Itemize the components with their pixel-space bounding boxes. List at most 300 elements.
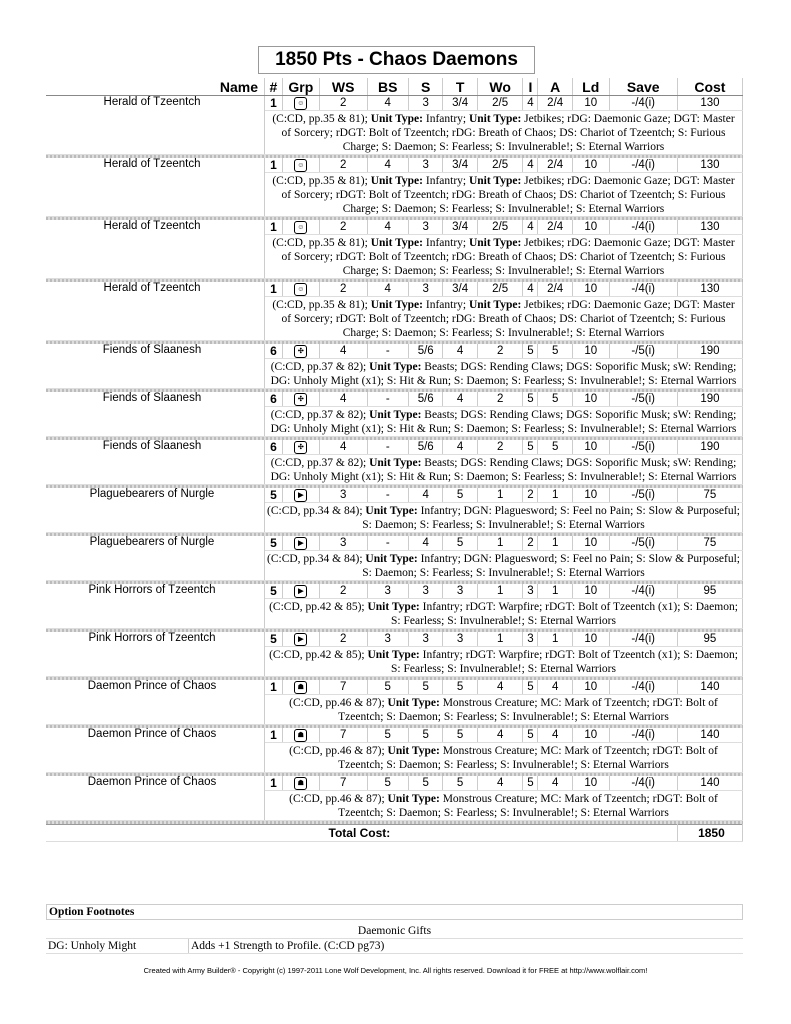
desc-type-text: Infantry;: [423, 113, 469, 125]
stat-ws: 3: [319, 488, 367, 503]
stat-s: 5/6: [408, 344, 442, 359]
stat-ld: 10: [572, 220, 609, 235]
stat-cost: 130: [677, 282, 742, 297]
stat-save: -/5(i): [609, 536, 677, 551]
stat-bs: 4: [367, 220, 408, 235]
stat-wo: 2: [477, 392, 523, 407]
unit-row: [46, 220, 743, 235]
fast-attack-icon: ✣: [294, 345, 307, 358]
stat-ws: 7: [319, 728, 367, 743]
stat-wo: 1: [477, 632, 523, 647]
unit-name: Plaguebearers of Nurgle: [46, 488, 265, 533]
stat-save: -/4(i): [609, 632, 677, 647]
stat-ws: 3: [319, 536, 367, 551]
stat-bs: 3: [367, 632, 408, 647]
unit-description: [265, 111, 743, 155]
stat-s: 3: [408, 584, 442, 599]
desc-type-label: Unit Type:: [370, 299, 423, 311]
unit-row: [46, 440, 743, 455]
stat-t: 5: [443, 776, 477, 791]
roster-table: [46, 78, 743, 842]
stat-ws: 4: [319, 440, 367, 455]
total-row: [46, 825, 743, 842]
unit-group: [282, 728, 319, 743]
desc-type-label: Unit Type:: [370, 237, 423, 249]
unit-count: 6: [265, 344, 283, 359]
column-header: #: [265, 78, 283, 96]
desc-type-label: Unit Type:: [370, 175, 423, 187]
unit-description: [265, 647, 743, 677]
desc-type-text: Infantry; rDGT: Warpfire; rDGT: Bolt of Tzeentch (x1); S: Daemon; S: Fearless; S: Invulnerable!; S: Eternal Warriors: [391, 601, 738, 627]
stat-ws: 4: [319, 392, 367, 407]
stat-save: -/5(i): [609, 392, 677, 407]
stat-ld: 10: [572, 488, 609, 503]
footnotes-heading: Option Footnotes: [46, 904, 743, 920]
desc-type-label: Unit Type:: [369, 361, 422, 373]
header-row: [46, 78, 743, 96]
troops-icon: ▶: [294, 537, 307, 550]
stat-bs: 5: [367, 776, 408, 791]
stat-i: 5: [523, 392, 538, 407]
desc-ref: (C:CD, pp.35 & 81);: [272, 175, 371, 187]
column-header: Cost: [677, 78, 742, 96]
stat-ws: 2: [319, 220, 367, 235]
stat-ld: 10: [572, 158, 609, 173]
column-header: A: [538, 78, 572, 96]
unit-name: Fiends of Slaanesh: [46, 440, 265, 485]
unit-group: [282, 440, 319, 455]
unit-row: [46, 584, 743, 599]
stat-i: 4: [523, 96, 538, 111]
stat-ws: 2: [319, 158, 367, 173]
stat-t: 3: [443, 632, 477, 647]
stat-cost: 130: [677, 96, 742, 111]
stat-cost: 140: [677, 728, 742, 743]
desc-type-label: Unit Type:: [387, 793, 440, 805]
desc-type-text: Monstrous Creature; MC: Mark of Tzeentch; rDGT: Bolt of Tzeentch; S: Daemon; S: Fearless; S: Invulnerable!; S: Eternal Warriors: [338, 793, 718, 819]
desc-type-label: Unit Type:: [367, 649, 420, 661]
stat-save: -/4(i): [609, 680, 677, 695]
unit-group: [282, 680, 319, 695]
stat-t: 5: [443, 488, 477, 503]
stat-ld: 10: [572, 776, 609, 791]
stat-i: 2: [523, 488, 538, 503]
desc-type-text: Monstrous Creature; MC: Mark of Tzeentch; rDGT: Bolt of Tzeentch; S: Daemon; S: Fearless; S: Invulnerable!; S: Eternal Warriors: [338, 745, 718, 771]
stat-save: -/4(i): [609, 282, 677, 297]
unit-name: Daemon Prince of Chaos: [46, 728, 265, 773]
desc-rest: Jetbikes; rDG: Daemonic Gaze; DGT: Master of Sorcery; rDGT: Bolt of Tzeentch; rDG: Breath of Chaos; DS: Chariot of Tzeentch; S: Furious Charge; S: Daemon; S: Fearless; S: Invulnerable!; S: Eternal Warriors: [281, 299, 735, 339]
column-header: WS: [319, 78, 367, 96]
unit-name: Herald of Tzeentch: [46, 158, 265, 217]
troops-icon: ▶: [294, 489, 307, 502]
stat-save: -/4(i): [609, 220, 677, 235]
column-header: S: [408, 78, 442, 96]
heavy-support-icon: ☗: [294, 729, 307, 742]
stat-wo: 2/5: [477, 220, 523, 235]
stat-wo: 2: [477, 344, 523, 359]
fast-attack-icon: ✣: [294, 441, 307, 454]
unit-group: [282, 776, 319, 791]
unit-group: [282, 488, 319, 503]
tzeentch-icon: ☺: [294, 221, 307, 234]
stat-ld: 10: [572, 728, 609, 743]
stat-ws: 2: [319, 632, 367, 647]
desc-type-label: Unit Type:: [370, 113, 423, 125]
stat-save: -/4(i): [609, 158, 677, 173]
unit-group: [282, 392, 319, 407]
unit-row: [46, 96, 743, 111]
stat-cost: 130: [677, 220, 742, 235]
troops-icon: ▶: [294, 633, 307, 646]
stat-s: 5: [408, 776, 442, 791]
stat-bs: 5: [367, 728, 408, 743]
stat-ld: 10: [572, 344, 609, 359]
unit-name: Herald of Tzeentch: [46, 96, 265, 155]
unit-description: [265, 791, 743, 821]
stat-i: 3: [523, 584, 538, 599]
stat-t: 3: [443, 584, 477, 599]
stat-save: -/4(i): [609, 584, 677, 599]
stat-i: 5: [523, 728, 538, 743]
stat-t: 5: [443, 680, 477, 695]
desc-type-label: Unit Type:: [369, 409, 422, 421]
column-header: I: [523, 78, 538, 96]
unit-count: 1: [265, 282, 283, 297]
roster-title: 1850 Pts - Chaos Daemons: [258, 46, 535, 74]
stat-bs: -: [367, 344, 408, 359]
desc-ref: (C:CD, pp.46 & 87);: [289, 793, 388, 805]
stat-i: 5: [523, 776, 538, 791]
unit-group: [282, 220, 319, 235]
stat-a: 2/4: [538, 158, 572, 173]
column-header: Grp: [282, 78, 319, 96]
desc-ref: (C:CD, pp.34 & 84);: [267, 553, 366, 565]
unit-name: Daemon Prince of Chaos: [46, 680, 265, 725]
stat-s: 5/6: [408, 440, 442, 455]
column-header: Ld: [572, 78, 609, 96]
stat-t: 4: [443, 392, 477, 407]
stat-s: 3: [408, 282, 442, 297]
stat-t: 3/4: [443, 282, 477, 297]
footnote-text: Adds +1 Strength to Profile. (C:CD pg73): [191, 940, 385, 952]
unit-name: Daemon Prince of Chaos: [46, 776, 265, 821]
unit-group: [282, 96, 319, 111]
desc-rest: Jetbikes; rDG: Daemonic Gaze; DGT: Master of Sorcery; rDGT: Bolt of Tzeentch; rDG: Breath of Chaos; DS: Chariot of Tzeentch; S: Furious Charge; S: Daemon; S: Fearless; S: Invulnerable!; S: Eternal Warriors: [281, 113, 735, 153]
stat-ld: 10: [572, 584, 609, 599]
unit-description: [265, 359, 743, 389]
unit-count: 6: [265, 440, 283, 455]
stat-s: 5: [408, 680, 442, 695]
desc-ref: (C:CD, pp.37 & 82);: [270, 409, 370, 421]
column-header: BS: [367, 78, 408, 96]
unit-count: 5: [265, 584, 283, 599]
tzeentch-icon: ☺: [294, 159, 307, 172]
tzeentch-icon: ☺: [294, 97, 307, 110]
unit-count: 1: [265, 776, 283, 791]
troops-icon: ▶: [294, 585, 307, 598]
footnote-name: DG: Unholy Might: [46, 939, 189, 953]
stat-t: 3/4: [443, 96, 477, 111]
desc-ref: (C:CD, pp.42 & 85);: [269, 601, 368, 613]
unit-group: [282, 536, 319, 551]
stat-ld: 10: [572, 536, 609, 551]
stat-wo: 1: [477, 584, 523, 599]
unit-count: 5: [265, 632, 283, 647]
unit-name: Pink Horrors of Tzeentch: [46, 632, 265, 677]
stat-t: 5: [443, 728, 477, 743]
unit-row: [46, 392, 743, 407]
desc-type-label: Unit Type:: [365, 553, 418, 565]
unit-count: 1: [265, 220, 283, 235]
unit-description: [265, 455, 743, 485]
desc-type-label: Unit Type:: [369, 457, 422, 469]
stat-cost: 95: [677, 632, 742, 647]
desc-rest: Jetbikes; rDG: Daemonic Gaze; DGT: Master of Sorcery; rDGT: Bolt of Tzeentch; rDG: Breath of Chaos; DS: Chariot of Tzeentch; S: Furious Charge; S: Daemon; S: Fearless; S: Invulnerable!; S: Eternal Warriors: [281, 175, 735, 215]
stat-cost: 130: [677, 158, 742, 173]
unit-group: [282, 158, 319, 173]
total-cost-label: Total Cost:: [46, 825, 677, 842]
stat-i: 5: [523, 440, 538, 455]
unit-name: Fiends of Slaanesh: [46, 392, 265, 437]
desc-type-text: Beasts; DGS: Rending Claws; DGS: Soporific Musk; sW: Rending; DG: Unholy Might (x1); S: Hit & Run; S: Daemon; S: Fearless; S: Invulnerable!; S: Eternal Warriors: [270, 361, 737, 387]
stat-ws: 2: [319, 96, 367, 111]
unit-count: 5: [265, 488, 283, 503]
stat-bs: 5: [367, 680, 408, 695]
stat-save: -/4(i): [609, 728, 677, 743]
roster-body: [46, 96, 743, 842]
stat-cost: 95: [677, 584, 742, 599]
fast-attack-icon: ✣: [294, 393, 307, 406]
stat-ws: 4: [319, 344, 367, 359]
option-footnotes: [46, 904, 743, 954]
stat-a: 2/4: [538, 96, 572, 111]
unit-name: Plaguebearers of Nurgle: [46, 536, 265, 581]
stat-wo: 1: [477, 536, 523, 551]
stat-a: 2/4: [538, 220, 572, 235]
desc-ref: (C:CD, pp.35 & 81);: [272, 237, 371, 249]
unit-row: [46, 282, 743, 297]
desc-type-text: Infantry;: [423, 237, 469, 249]
stat-save: -/5(i): [609, 488, 677, 503]
unit-row: [46, 536, 743, 551]
stat-s: 3: [408, 158, 442, 173]
desc-ref: (C:CD, pp.37 & 82);: [270, 361, 370, 373]
unit-name: Herald of Tzeentch: [46, 282, 265, 341]
desc-ref: (C:CD, pp.42 & 85);: [269, 649, 368, 661]
stat-ws: 2: [319, 282, 367, 297]
desc-type-label2: Unit Type:: [468, 237, 522, 249]
stat-bs: -: [367, 440, 408, 455]
stat-bs: 4: [367, 282, 408, 297]
stat-wo: 2/5: [477, 96, 523, 111]
stat-bs: 4: [367, 158, 408, 173]
stat-a: 1: [538, 584, 572, 599]
column-header: Wo: [477, 78, 523, 96]
stat-cost: 75: [677, 536, 742, 551]
stat-bs: -: [367, 536, 408, 551]
stat-t: 3/4: [443, 158, 477, 173]
unit-row: [46, 488, 743, 503]
stat-t: 4: [443, 440, 477, 455]
stat-s: 3: [408, 632, 442, 647]
stat-ld: 10: [572, 282, 609, 297]
desc-type-text: Beasts; DGS: Rending Claws; DGS: Soporific Musk; sW: Rending; DG: Unholy Might (x1); S: Hit & Run; S: Daemon; S: Fearless; S: Invulnerable!; S: Eternal Warriors: [270, 409, 737, 435]
stat-t: 5: [443, 536, 477, 551]
desc-type-text: Infantry;: [423, 175, 469, 187]
stat-cost: 190: [677, 392, 742, 407]
stat-ld: 10: [572, 96, 609, 111]
unit-count: 1: [265, 680, 283, 695]
unit-row: [46, 680, 743, 695]
desc-type-label2: Unit Type:: [468, 175, 522, 187]
unit-count: 1: [265, 158, 283, 173]
stat-ld: 10: [572, 680, 609, 695]
unit-row: [46, 158, 743, 173]
stat-save: -/4(i): [609, 776, 677, 791]
stat-ld: 10: [572, 632, 609, 647]
stat-a: 1: [538, 536, 572, 551]
stat-a: 5: [538, 440, 572, 455]
unit-name: Herald of Tzeentch: [46, 220, 265, 279]
stat-wo: 2/5: [477, 282, 523, 297]
page-footer: Created with Army Builder® - Copyright (c) 1997-2011 Lone Wolf Development, Inc. All rights reserved. Download it for FREE at http://www.wolflair.com!: [143, 966, 648, 975]
desc-ref: (C:CD, pp.37 & 82);: [270, 457, 370, 469]
unit-name: Pink Horrors of Tzeentch: [46, 584, 265, 629]
stat-s: 5/6: [408, 392, 442, 407]
desc-type-label: Unit Type:: [387, 745, 440, 757]
stat-cost: 190: [677, 440, 742, 455]
stat-s: 4: [408, 488, 442, 503]
unit-description: [265, 743, 743, 773]
unit-group: [282, 632, 319, 647]
unit-description: [265, 551, 743, 581]
stat-a: 4: [538, 680, 572, 695]
footnote-row: [46, 938, 743, 954]
unit-row: [46, 776, 743, 791]
desc-type-label: Unit Type:: [387, 697, 440, 709]
desc-type-text: Beasts; DGS: Rending Claws; DGS: Soporific Musk; sW: Rending; DG: Unholy Might (x1); S: Hit & Run; S: Daemon; S: Fearless; S: Invulnerable!; S: Eternal Warriors: [270, 457, 737, 483]
stat-i: 4: [523, 282, 538, 297]
stat-wo: 2: [477, 440, 523, 455]
stat-bs: -: [367, 488, 408, 503]
stat-save: -/5(i): [609, 344, 677, 359]
desc-type-label2: Unit Type:: [468, 299, 522, 311]
unit-description: [265, 173, 743, 217]
heavy-support-icon: ☗: [294, 681, 307, 694]
stat-cost: 190: [677, 344, 742, 359]
stat-cost: 140: [677, 680, 742, 695]
stat-a: 1: [538, 632, 572, 647]
stat-a: 4: [538, 776, 572, 791]
stat-wo: 4: [477, 680, 523, 695]
stat-a: 2/4: [538, 282, 572, 297]
tzeentch-icon: ☺: [294, 283, 307, 296]
unit-description: [265, 503, 743, 533]
stat-ld: 10: [572, 392, 609, 407]
unit-row: [46, 728, 743, 743]
stat-i: 3: [523, 632, 538, 647]
stat-bs: 4: [367, 96, 408, 111]
unit-description: [265, 297, 743, 341]
unit-row: [46, 632, 743, 647]
desc-type-text: Infantry; DGN: Plaguesword; S: Feel no Pain; S: Slow & Purposeful; S: Daemon; S: Fearless; S: Invulnerable!; S: Eternal Warriors: [362, 505, 740, 531]
unit-count: 5: [265, 536, 283, 551]
unit-name: Fiends of Slaanesh: [46, 344, 265, 389]
unit-count: 1: [265, 96, 283, 111]
desc-ref: (C:CD, pp.35 & 81);: [272, 113, 371, 125]
stat-a: 4: [538, 728, 572, 743]
desc-type-text: Infantry; DGN: Plaguesword; S: Feel no Pain; S: Slow & Purposeful; S: Daemon; S: Fearless; S: Invulnerable!; S: Eternal Warriors: [362, 553, 740, 579]
total-cost-value: 1850: [677, 825, 742, 842]
desc-ref: (C:CD, pp.46 & 87);: [289, 697, 388, 709]
stat-i: 5: [523, 344, 538, 359]
stat-t: 3/4: [443, 220, 477, 235]
desc-ref: (C:CD, pp.34 & 84);: [267, 505, 366, 517]
stat-save: -/5(i): [609, 440, 677, 455]
stat-ld: 10: [572, 440, 609, 455]
footnote-group-title: Daemonic Gifts: [357, 925, 432, 937]
desc-ref: (C:CD, pp.46 & 87);: [289, 745, 388, 757]
desc-ref: (C:CD, pp.35 & 81);: [272, 299, 371, 311]
stat-s: 4: [408, 536, 442, 551]
column-header: T: [443, 78, 477, 96]
stat-s: 5: [408, 728, 442, 743]
desc-rest: Jetbikes; rDG: Daemonic Gaze; DGT: Master of Sorcery; rDGT: Bolt of Tzeentch; rDG: Breath of Chaos; DS: Chariot of Tzeentch; S: Furious Charge; S: Daemon; S: Fearless; S: Invulnerable!; S: Eternal Warriors: [281, 237, 735, 277]
stat-i: 5: [523, 680, 538, 695]
unit-group: [282, 344, 319, 359]
stat-s: 3: [408, 220, 442, 235]
desc-type-text: Infantry;: [423, 299, 469, 311]
stat-t: 4: [443, 344, 477, 359]
stat-s: 3: [408, 96, 442, 111]
unit-row: [46, 344, 743, 359]
unit-count: 6: [265, 392, 283, 407]
stat-wo: 2/5: [477, 158, 523, 173]
unit-count: 1: [265, 728, 283, 743]
desc-type-label: Unit Type:: [365, 505, 418, 517]
stat-a: 5: [538, 392, 572, 407]
unit-description: [265, 695, 743, 725]
stat-bs: -: [367, 392, 408, 407]
stat-i: 4: [523, 158, 538, 173]
stat-cost: 140: [677, 776, 742, 791]
stat-i: 2: [523, 536, 538, 551]
column-header: Name: [46, 78, 265, 96]
stat-bs: 3: [367, 584, 408, 599]
stat-a: 1: [538, 488, 572, 503]
stat-i: 4: [523, 220, 538, 235]
unit-group: [282, 282, 319, 297]
stat-wo: 4: [477, 728, 523, 743]
desc-type-label2: Unit Type:: [468, 113, 522, 125]
stat-ws: 7: [319, 776, 367, 791]
unit-description: [265, 599, 743, 629]
stat-a: 5: [538, 344, 572, 359]
stat-cost: 75: [677, 488, 742, 503]
stat-save: -/4(i): [609, 96, 677, 111]
desc-type-text: Infantry; rDGT: Warpfire; rDGT: Bolt of Tzeentch (x1); S: Daemon; S: Fearless; S: Invulnerable!; S: Eternal Warriors: [391, 649, 738, 675]
heavy-support-icon: ☗: [294, 777, 307, 790]
stat-ws: 2: [319, 584, 367, 599]
column-header: Save: [609, 78, 677, 96]
unit-description: [265, 235, 743, 279]
stat-wo: 4: [477, 776, 523, 791]
stat-ws: 7: [319, 680, 367, 695]
desc-type-label: Unit Type:: [367, 601, 420, 613]
stat-wo: 1: [477, 488, 523, 503]
unit-description: [265, 407, 743, 437]
desc-type-text: Monstrous Creature; MC: Mark of Tzeentch; rDGT: Bolt of Tzeentch; S: Daemon; S: Fearless; S: Invulnerable!; S: Eternal Warriors: [338, 697, 718, 723]
